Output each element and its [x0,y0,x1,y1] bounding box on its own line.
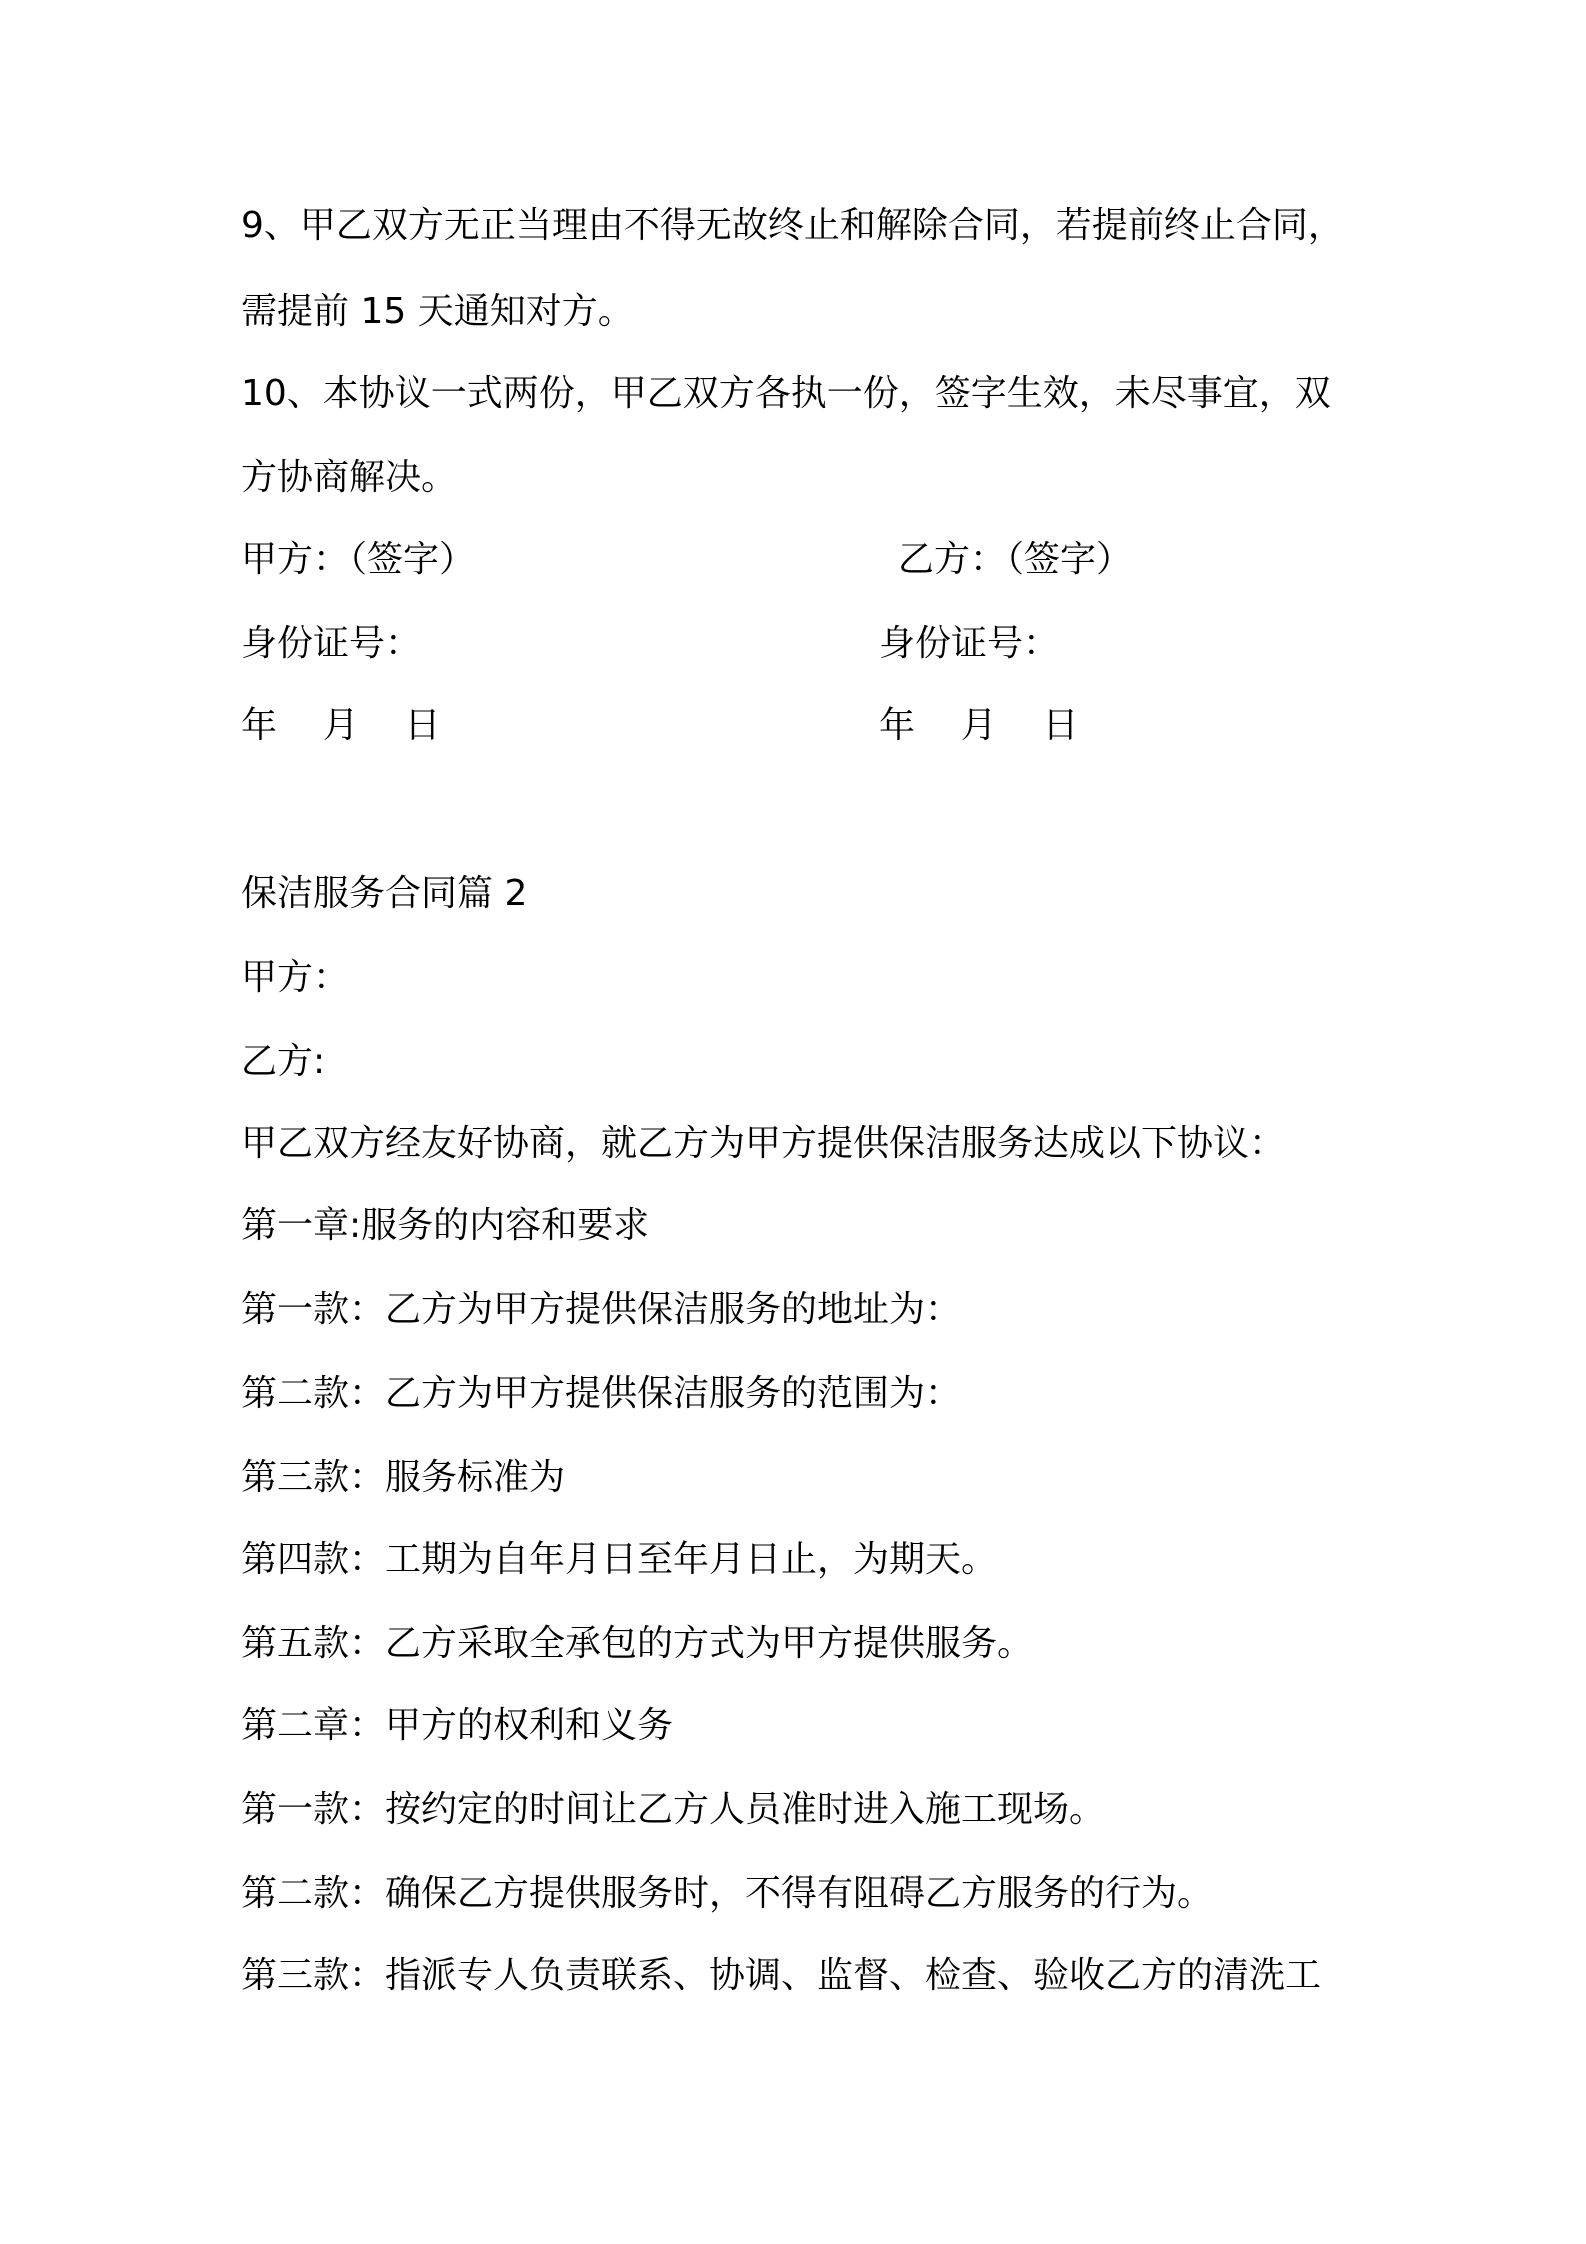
party-b-signature: 乙方：（签字） [898,539,1133,580]
party-a-label: 甲方： [241,957,350,998]
party-a-signature: 甲方：（签字） [241,539,476,580]
chapter-1-clause-3: 第三款：服务标准为 [241,1457,566,1498]
chapter-1-clause-2: 第二款：乙方为甲方提供保洁服务的范围为： [241,1373,962,1414]
party-b-id-number: 身份证号： [879,623,1060,664]
chapter-1-heading: 第一章:服务的内容和要求 [241,1205,650,1246]
clause-9-line-2: 需提前 15 天通知对方。 [241,291,634,332]
clause-10-line-2: 方协商解决。 [241,457,458,498]
chapter-1-clause-1: 第一款：乙方为甲方提供保洁服务的地址为： [241,1289,962,1330]
party-b-label: 乙方: [241,1041,326,1082]
party-b-date: 年 月 日 [879,705,1079,746]
chapter-2-clause-2: 第二款：确保乙方提供服务时，不得有阻碍乙方服务的行为。 [241,1873,1214,1914]
party-a-date: 年 月 日 [241,705,441,746]
party-a-id-number: 身份证号： [241,623,422,664]
chapter-1-clause-5: 第五款：乙方采取全承包的方式为甲方提供服务。 [241,1623,1034,1664]
chapter-1-clause-4: 第四款：工期为自年月日至年月日止，为期天。 [241,1539,998,1580]
chapter-2-heading: 第二章：甲方的权利和义务 [241,1705,674,1746]
chapter-2-clause-3: 第三款：指派专人负责联系、协调、监督、检查、验收乙方的清洗工 [241,1955,1322,1996]
agreement-intro: 甲乙双方经友好协商，就乙方为甲方提供保洁服务达成以下协议： [241,1123,1286,1164]
chapter-2-clause-1: 第一款：按约定的时间让乙方人员准时进入施工现场。 [241,1789,1106,1830]
clause-9-line-1: 9、甲乙双方无正当理由不得无故终止和解除合同，若提前终止合同， [241,205,1344,246]
section-title: 保洁服务合同篇 2 [241,873,528,914]
clause-10-line-1: 10、本协议一式两份，甲乙双方各执一份，签字生效，未尽事宜，双 [241,373,1331,414]
